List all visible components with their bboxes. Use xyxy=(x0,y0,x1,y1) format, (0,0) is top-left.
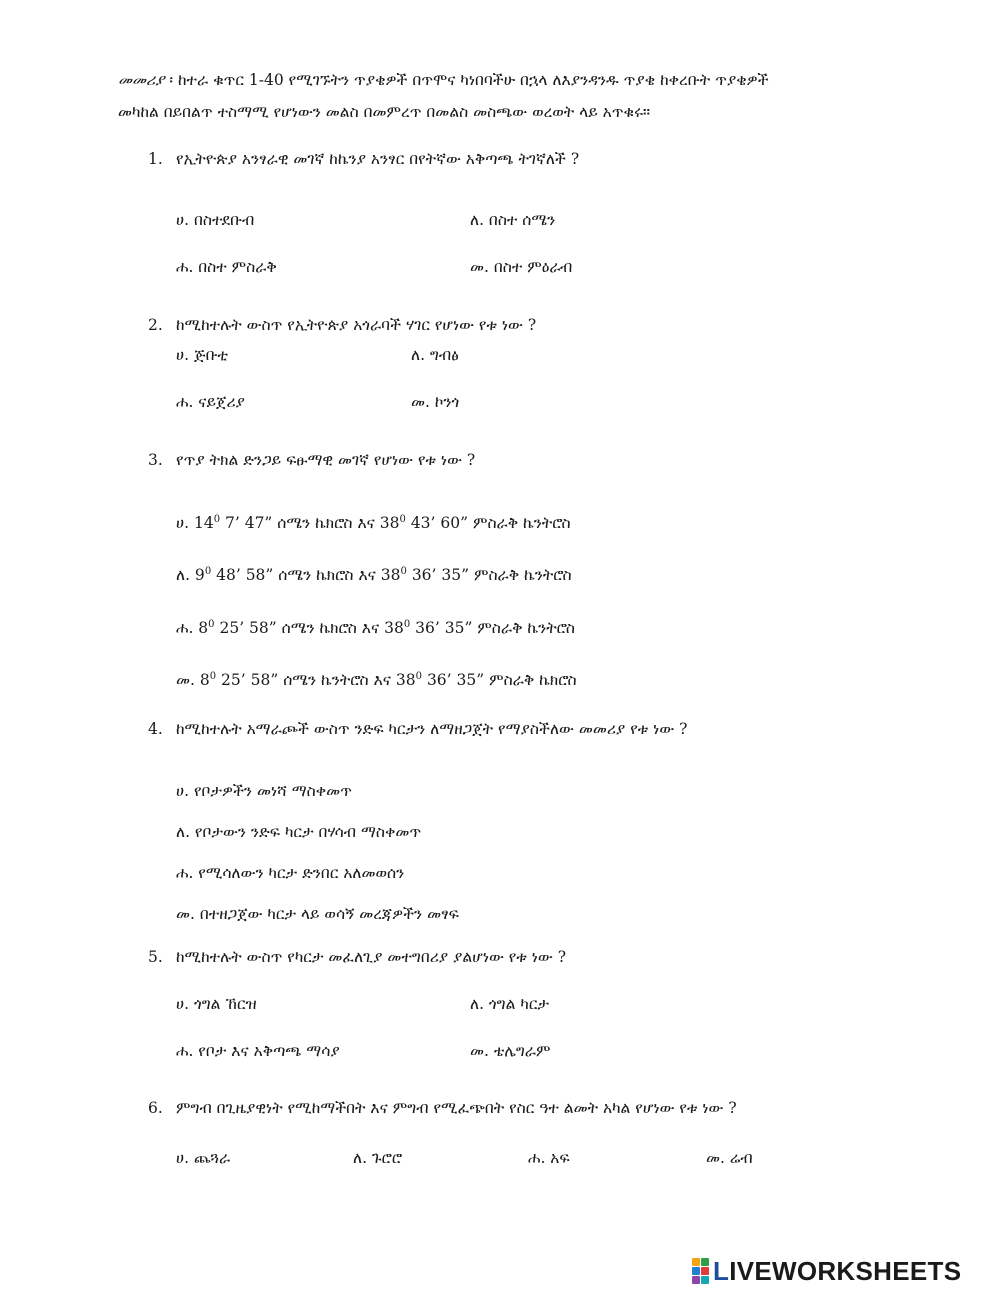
option-b[interactable]: ለ. በስተ ሰሜን xyxy=(470,211,556,229)
question-text: ምግብ በጊዜያዊነት የሚከማችበት እና ምግብ የሚፈጭበት የስር ዓተ ልመት አካል የሆነው የቱ ነው ? xyxy=(176,1099,737,1117)
instructions-label: መመሪያ xyxy=(118,71,165,89)
question-number: 4. xyxy=(148,720,163,738)
option-c[interactable]: ሐ. አፍ xyxy=(528,1149,570,1167)
option-d[interactable]: መ. ቴሌግራም xyxy=(470,1042,551,1060)
option-a[interactable]: ሀ. $14^0$ 7’ 47” ሰሜን ኬክሮስ እና $38^0$ 43’ 60” ምስራቅ ኬንትሮስ xyxy=(176,513,571,532)
question-text: የጥያ ትክል ድንጋይ ፍፁማዊ መገኛ የሆነው የቱ ነው ? xyxy=(176,451,476,469)
option-d[interactable]: መ. ሬብ xyxy=(706,1149,753,1167)
question-number: 1. xyxy=(148,150,163,168)
option-c[interactable]: ሐ. የቦታ እና አቅጣጫ ማሳያ xyxy=(176,1042,340,1060)
option-a[interactable]: ሀ. የቦታዎችን መነሻ ማስቀመጥ xyxy=(176,782,352,800)
logo-text: LIVEWORKSHEETS xyxy=(713,1256,962,1286)
question-text: የኢትዮጵያ አንፃራዊ መገኛ ከኬንያ አንፃር በየትኛው አቅጣጫ ትገኛለች ? xyxy=(176,150,580,168)
option-b[interactable]: ለ. ጉሮሮ xyxy=(353,1149,403,1167)
question-number: 3. xyxy=(148,451,163,469)
option-c[interactable]: ሐ. $8^0$ 25’ 58” ሰሜን ኬክሮስ እና $38^0$ 36’ 35” ምስራቅ ኬንትሮስ xyxy=(176,618,576,637)
question-number: 2. xyxy=(148,316,163,334)
logo-mark-icon xyxy=(692,1258,710,1284)
question-text: ከሚከተሉት ውስጥ የኢትዮጵያ አጎራባች ሃገር የሆነው የቱ ነው ? xyxy=(176,316,537,334)
option-a[interactable]: ሀ. ጨጓራ xyxy=(176,1149,231,1167)
option-d[interactable]: መ. በተዘጋጀው ካርታ ላይ ወሳኝ መረጃዎችን መፃፍ xyxy=(176,905,459,923)
instructions-line-1 xyxy=(118,73,769,89)
logo-square xyxy=(692,1267,700,1275)
option-a[interactable]: ሀ. ጎግል ኸርዝ xyxy=(176,995,257,1013)
option-b[interactable]: ለ. ግብፅ xyxy=(411,346,459,364)
logo-square xyxy=(701,1276,709,1284)
logo-square xyxy=(692,1276,700,1284)
option-d[interactable]: መ. $8^0$ 25’ 58” ሰሜን ኬንትሮስ እና $38^0$ 36’ 35” ምስራቅ ኬክሮስ xyxy=(176,670,577,689)
logo-square xyxy=(692,1258,700,1266)
option-c[interactable]: ሐ. ናይጀሪያ xyxy=(176,393,245,411)
option-a[interactable]: ሀ. ጅቡቲ xyxy=(176,346,228,364)
option-b[interactable]: ለ. ጎግል ካርታ xyxy=(470,995,550,1013)
option-c[interactable]: ሐ. በስተ ምስራቅ xyxy=(176,258,277,276)
question-text: ከሚከተሉት ውስጥ የካርታ መፈለጊያ መተግበሪያ ያልሆነው የቱ ነው ? xyxy=(176,948,566,966)
liveworksheets-logo xyxy=(692,1256,961,1286)
option-a[interactable]: ሀ. በስተደቡብ xyxy=(176,211,255,229)
question-text: ከሚከተሉት አማራጮች ውስጥ ንድፍ ካርታን ለማዘጋጀት የማያስችለው መመሪያ የቱ ነው ? xyxy=(176,720,688,738)
question-number: 5. xyxy=(148,948,163,966)
logo-square xyxy=(701,1258,709,1266)
question-number: 6. xyxy=(148,1099,163,1117)
option-b[interactable]: ለ. $9^0$ 48’ 58” ሰሜን ኬክሮስ እና $38^0$ 36’ 35” ምስራቅ ኬንትሮስ xyxy=(176,565,572,584)
instructions-text: ፡ ከተራ ቁጥር 1-40 የሚገኙትን ጥያቄዎች በጥሞና ካነበባችሁ በኋላ ለእያንዳንዱ ጥያቄ ከቀረቡት ጥያቄዎች xyxy=(169,71,769,89)
option-b[interactable]: ለ. የቦታውን ንድፍ ካርታ በሃሳብ ማስቀመጥ xyxy=(176,823,422,841)
option-d[interactable]: መ. በስተ ምዕራብ xyxy=(470,258,573,276)
option-c[interactable]: ሐ. የሚሳለውን ካርታ ድንበር አለመወሰን xyxy=(176,864,405,882)
instructions-line-2: መካከል በይበልጥ ተስማሚ የሆነውን መልስ በመምረጥ በመልስ መስጫው ወረወት ላይ አጥቁሩ። xyxy=(118,103,651,121)
option-d[interactable]: መ. ኮንጎ xyxy=(411,393,460,411)
logo-square xyxy=(701,1267,709,1275)
